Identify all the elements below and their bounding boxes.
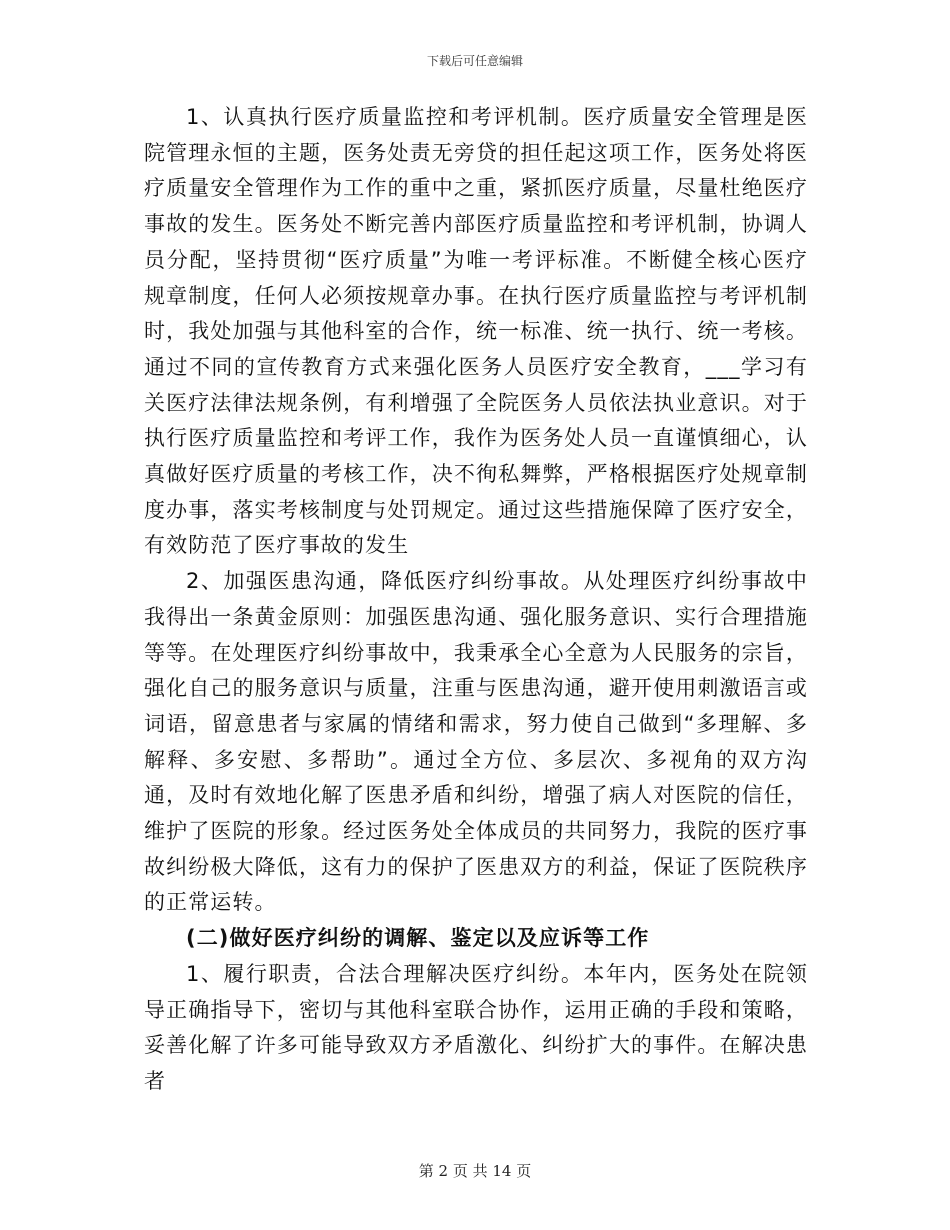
paragraph-1: 1、认真执行医疗质量监控和考评机制。医疗质量安全管理是医院管理永恒的主题，医务处责无旁贷的担任起这项工作，医务处将医疗质量安全管理作为工作的重中之重，紧抓医疗质量，尽量杜绝医疗事故的发生。医务处不断完善内部医疗质量监控和考评机制，协调人员分配，坚持贯彻“医疗质量”为唯一考评标准。不断健全核心医疗规章制度，任何人必须按规章办事。在执行医疗质量监控与考评机制时，我处加强与其他科室的合作，统一标准、统一执行、统一考核。通过不同的宣传教育方式来强化医务人员医疗安全教育，___学习有关医疗法律法规条例，有利增强了全院医务人员依法执业意识。对于执行医疗质量监控和考评工作，我作为医务处人员一直谨慎细心，认真做好医疗质量的考核工作，决不徇私舞弊，严格根据医疗处规章制度办事，落实考核制度与处罚规定。通过这些措施保障了医疗安全，有效防范了医疗事故的发生 (144, 105, 808, 558)
paragraph-2: 2、加强医患沟通，降低医疗纠纷事故。从处理医疗纠纷事故中我得出一条黄金原则：加强医患沟通、强化服务意识、实行合理措施等等。在处理医疗纠纷事故中，我秉承全心全意为人民服务的宗旨，强化自己的服务意识与质量，注重与医患沟通，避开使用刺激语言或词语，留意患者与家属的情绪和需求，努力使自己做到“多理解、多解释、多安慰、多帮助”。通过全方位、多层次、多视角的双方沟通，及时有效地化解了医患矛盾和纠纷，增强了病人对医院的信任，维护了医院的形象。经过医务处全体成员的共同努力，我院的医疗事故纠纷极大降低，这有力的保护了医患双方的利益，保证了医院秩序的正常运转。 (144, 569, 808, 915)
page-number: 第 2 页 共 14 页 (418, 1162, 532, 1180)
document-body (144, 100, 808, 1100)
paragraph-3: 1、履行职责，合法合理解决医疗纠纷。本年内，医务处在院领导正确指导下，密切与其他科室联合协作，运用正确的手段和策略，妥善化解了许多可能导致双方矛盾激化、纠纷扩大的事件。在解决患者 (144, 961, 808, 1093)
section-subheading: (二)做好医疗纠纷的调解、鉴定以及应诉等工作 (186, 926, 650, 951)
page-header: 下载后可任意编辑 (426, 54, 523, 68)
